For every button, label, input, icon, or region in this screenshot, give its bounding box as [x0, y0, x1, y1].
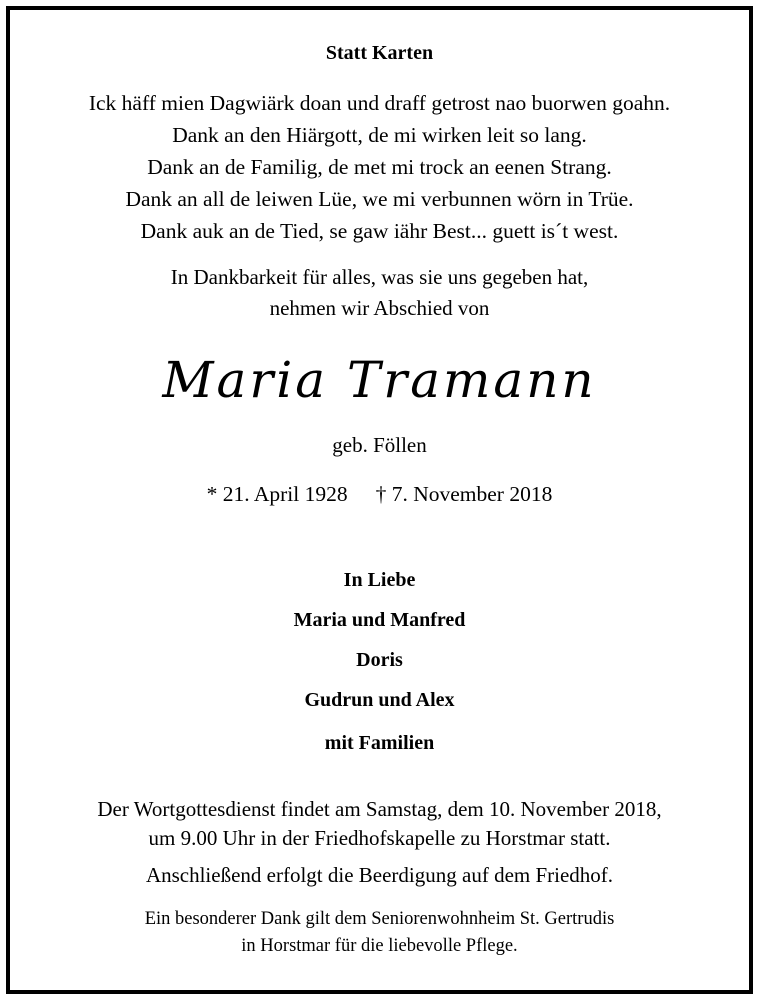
- deceased-name: Maria Tramann: [162, 351, 597, 409]
- poem-line: Dank auk an de Tied, se gaw iähr Best... guett is´t west.: [140, 219, 619, 243]
- intro-line: nehmen wir Abschied von: [269, 296, 490, 320]
- mourner-line: In Liebe: [343, 569, 416, 591]
- notice-border: [6, 6, 753, 994]
- families-line: mit Familien: [324, 732, 435, 754]
- service-line: um 9.00 Uhr in der Friedhofskapelle zu Horstmar statt.: [148, 826, 611, 850]
- mourner-line: Doris: [356, 649, 403, 671]
- life-dates: [10, 479, 749, 509]
- mourners-list: [10, 560, 749, 720]
- poem-line: Dank an all de leiwen Lüe, we mi verbunnen wörn in Trüe.: [125, 187, 634, 211]
- notice-heading: Statt Karten: [325, 42, 434, 64]
- intro-line: In Dankbarkeit für alles, was sie uns gegeben hat,: [170, 265, 589, 289]
- birth-date: * 21. April 1928: [206, 482, 348, 506]
- service-info: [10, 795, 749, 853]
- farewell-poem: [10, 87, 749, 247]
- intro-text: [10, 262, 749, 324]
- poem-line: Dank an de Familig, de met mi trock an eenen Strang.: [147, 155, 612, 179]
- service-line: Der Wortgottesdienst findet am Samstag, dem 10. November 2018,: [97, 797, 662, 821]
- death-date: † 7. November 2018: [375, 482, 553, 506]
- poem-line: Ick häff mien Dagwiärk doan und draff getrost nao buorwen goahn.: [88, 91, 671, 115]
- thanks-line: Ein besonderer Dank gilt dem Seniorenwohnheim St. Gertrudis: [144, 909, 615, 929]
- maiden-name: geb. Föllen: [332, 433, 427, 457]
- mourner-line: Maria und Manfred: [293, 609, 466, 631]
- poem-line: Dank an den Hiärgott, de mi wirken leit so lang.: [172, 123, 587, 147]
- burial-info: Anschließend erfolgt die Beerdigung auf dem Friedhof.: [145, 863, 614, 887]
- mourner-line: Gudrun und Alex: [304, 689, 455, 711]
- thanks-line: in Horstmar für die liebevolle Pflege.: [241, 936, 518, 956]
- thanks-note: [10, 906, 749, 960]
